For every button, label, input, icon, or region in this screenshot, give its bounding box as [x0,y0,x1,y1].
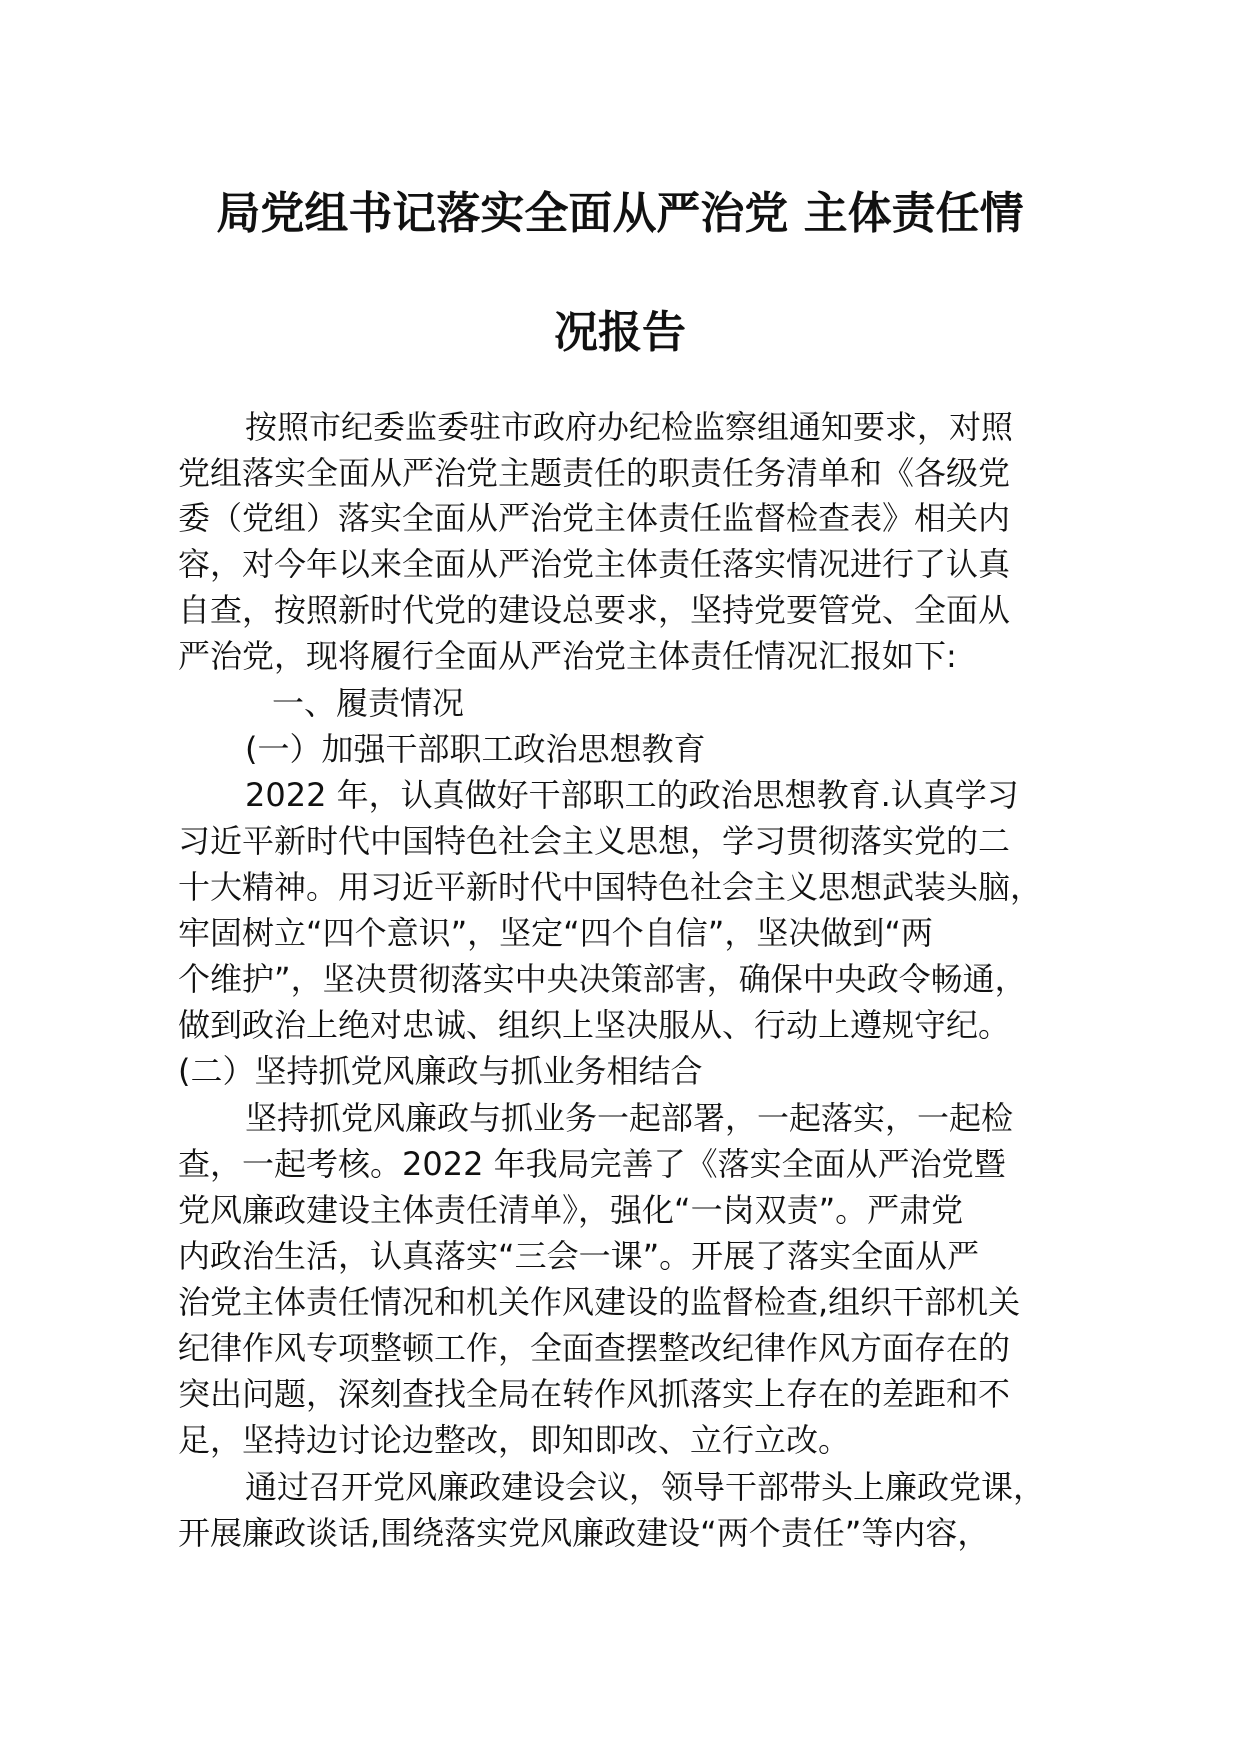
body-line: 开展廉政谈话,围绕落实党风廉政建设“两个责任”等内容， [178,1514,990,1552]
body-line: 严治党，现将履行全面从严治党主体责任情况汇报如下: [178,637,957,675]
body-line: 党组落实全面从严治党主题责任的职责任务清单和《各级党 [178,454,1011,492]
document-title-line-2: 况报告 [554,307,686,358]
body-line: 党风廉政建设主体责任清单》，强化“一岗双责”。严肃党 [178,1191,964,1229]
document-title-line-1: 局党组书记落实全面从严治党 主体责任情 [216,188,1024,239]
body-line: 纪律作风专项整顿工作，全面查摆整改纪律作风方面存在的 [178,1329,1011,1367]
body-line: 突出问题，深刻查找全局在转作风抓落实上存在的差距和不 [178,1375,1011,1413]
body-line: 做到政治上绝对忠诚、组织上坚决服从、行动上遵规守纪。 [178,1006,1011,1044]
body-line: 查，一起考核。2022 年我局完善了《落实全面从严治党暨 [178,1145,1006,1183]
body-line: 牢固树立“四个意识”，坚定“四个自信”，坚决做到“两 [178,914,933,952]
body-line: 治党主体责任情况和机关作风建设的监督检查,组织干部机关 [178,1283,1021,1321]
body-line: 委（党组）落实全面从严治党主体责任监督检查表》相关内 [178,499,1011,537]
body-line: 足，坚持边讨论边整改，即知即改、立行立改。 [178,1421,851,1459]
subsection-heading: (二）坚持抓党风廉政与抓业务相结合 [178,1052,703,1090]
body-line: 容，对今年以来全面从严治党主体责任落实情况进行了认真 [178,545,1011,583]
body-line: 2022 年，认真做好干部职工的政治思想教育.认真学习 [245,776,1019,814]
body-line: 自查，按照新时代党的建设总要求，坚持党要管党、全面从 [178,591,1011,629]
subsection-heading: (一）加强干部职工政治思想教育 [245,730,706,768]
body-line: 十大精神。用习近平新时代中国特色社会主义思想武装头脑， [178,868,1043,906]
body-line: 习近平新时代中国特色社会主义思想，学习贯彻落实党的二 [178,822,1011,860]
body-line: 按照市纪委监委驻市政府办纪检监察组通知要求，对照 [245,408,1014,446]
body-line: 内政治生活，认真落实“三会一课”。开展了落实全面从严 [178,1237,980,1275]
body-line: 个维护”，坚决贯彻落实中央决策部害，确保中央政令畅通， [178,960,1027,998]
section-heading: 一、履责情况 [272,684,465,722]
body-line: 通过召开党风廉政建设会议，领导干部带头上廉政党课， [245,1468,1046,1506]
body-line: 坚持抓党风廉政与抓业务一起部署，一起落实，一起检 [245,1099,1014,1137]
